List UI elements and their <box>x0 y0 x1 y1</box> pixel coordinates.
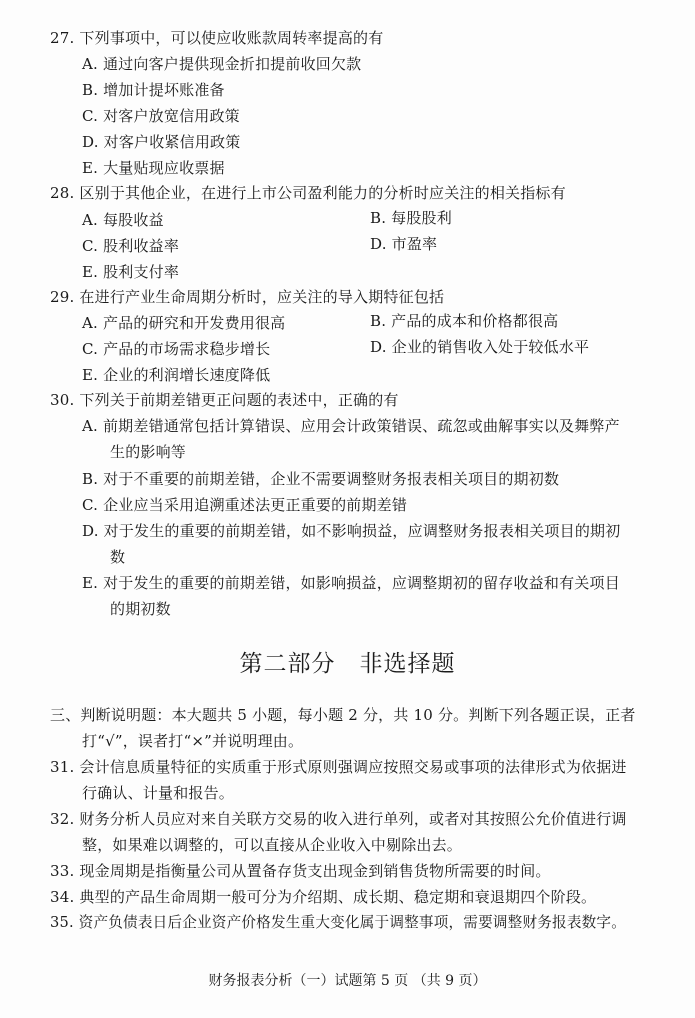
q28-option-c: C. 股利收益率 <box>82 237 180 255</box>
q30-option-e-cont: 的期初数 <box>110 600 171 618</box>
question-31-line1: 31. 会计信息质量特征的实质重于形式原则强调应按照交易或事项的法律形式为依据进 <box>50 758 627 776</box>
question-32-line2: 整，如果难以调整的，可以直接从企业收入中剔除出去。 <box>82 836 463 854</box>
q27-option-a: A. 通过向客户提供现金折扣提前收回欠款 <box>82 55 362 73</box>
q29-option-b: B. 产品的成本和价格都很高 <box>370 312 559 330</box>
q29-option-d: D. 企业的销售收入处于较低水平 <box>370 338 590 356</box>
question-30-stem: 30. 下列关于前期差错更正问题的表述中，正确的有 <box>50 391 399 409</box>
q28-option-e: E. 股利支付率 <box>82 263 180 281</box>
q28-option-b: B. 每股股利 <box>370 209 452 227</box>
section-3-instructions-line2: 打“√”，误者打“×”并说明理由。 <box>82 732 304 750</box>
section-3-instructions-line1: 三、判断说明题：本大题共 5 小题，每小题 2 分，共 10 分。判断下列各题正误，正者 <box>50 706 636 724</box>
question-27-stem: 27. 下列事项中，可以使应收账款周转率提高的有 <box>50 29 384 47</box>
q30-option-d: D. 对于发生的重要的前期差错，如不影响损益，应调整财务报表相关项目的期初 <box>82 522 621 540</box>
question-29-stem: 29. 在进行产业生命周期分析时，应关注的导入期特征包括 <box>50 288 445 306</box>
q30-option-c: C. 企业应当采用追溯重述法更正重要的前期差错 <box>82 496 408 514</box>
q30-option-a: A. 前期差错通常包括计算错误、应用会计政策错误、疏忽或曲解事实以及舞弊产 <box>82 417 620 435</box>
page-footer: 财务报表分析（一）试题第 5 页 （共 9 页） <box>208 973 487 989</box>
question-31-line2: 行确认、计量和报告。 <box>82 784 235 802</box>
q30-option-e: E. 对于发生的重要的前期差错，如影响损益，应调整期初的留存收益和有关项目 <box>82 574 620 592</box>
q28-option-a: A. 每股收益 <box>82 211 164 229</box>
q30-option-a-cont: 生的影响等 <box>110 443 187 461</box>
q29-option-a: A. 产品的研究和开发费用很高 <box>82 314 286 332</box>
question-32-line1: 32. 财务分析人员应对来自关联方交易的收入进行单列，或者对其按照公允价值进行调 <box>50 810 627 828</box>
question-35: 35. 资产负债表日后企业资产价格发生重大变化属于调整事项，需要调整财务报表数字。 <box>50 914 627 931</box>
q29-option-e: E. 企业的利润增长速度降低 <box>82 366 271 384</box>
question-33: 33. 现金周期是指衡量公司从置备存货支出现金到销售货物所需要的时间。 <box>50 862 551 880</box>
q27-option-d: D. 对客户收紧信用政策 <box>82 133 241 151</box>
q27-option-b: B. 增加计提坏账准备 <box>82 81 225 99</box>
q27-option-c: C. 对客户放宽信用政策 <box>82 107 240 125</box>
q29-option-c: C. 产品的市场需求稳步增长 <box>82 340 271 358</box>
question-34: 34. 典型的产品生命周期一般可分为介绍期、成长期、稳定期和衰退期四个阶段。 <box>50 888 597 906</box>
q27-option-e: E. 大量贴现应收票据 <box>82 159 225 177</box>
q30-option-d-cont: 数 <box>110 548 126 566</box>
q30-option-b: B. 对于不重要的前期差错，企业不需要调整财务报表相关项目的期初数 <box>82 470 560 488</box>
question-28-stem: 28. 区别于其他企业，在进行上市公司盈利能力的分析时应关注的相关指标有 <box>50 184 566 202</box>
part-two-title: 第二部分 非选择题 <box>239 651 456 677</box>
q28-option-d: D. 市盈率 <box>370 235 438 253</box>
